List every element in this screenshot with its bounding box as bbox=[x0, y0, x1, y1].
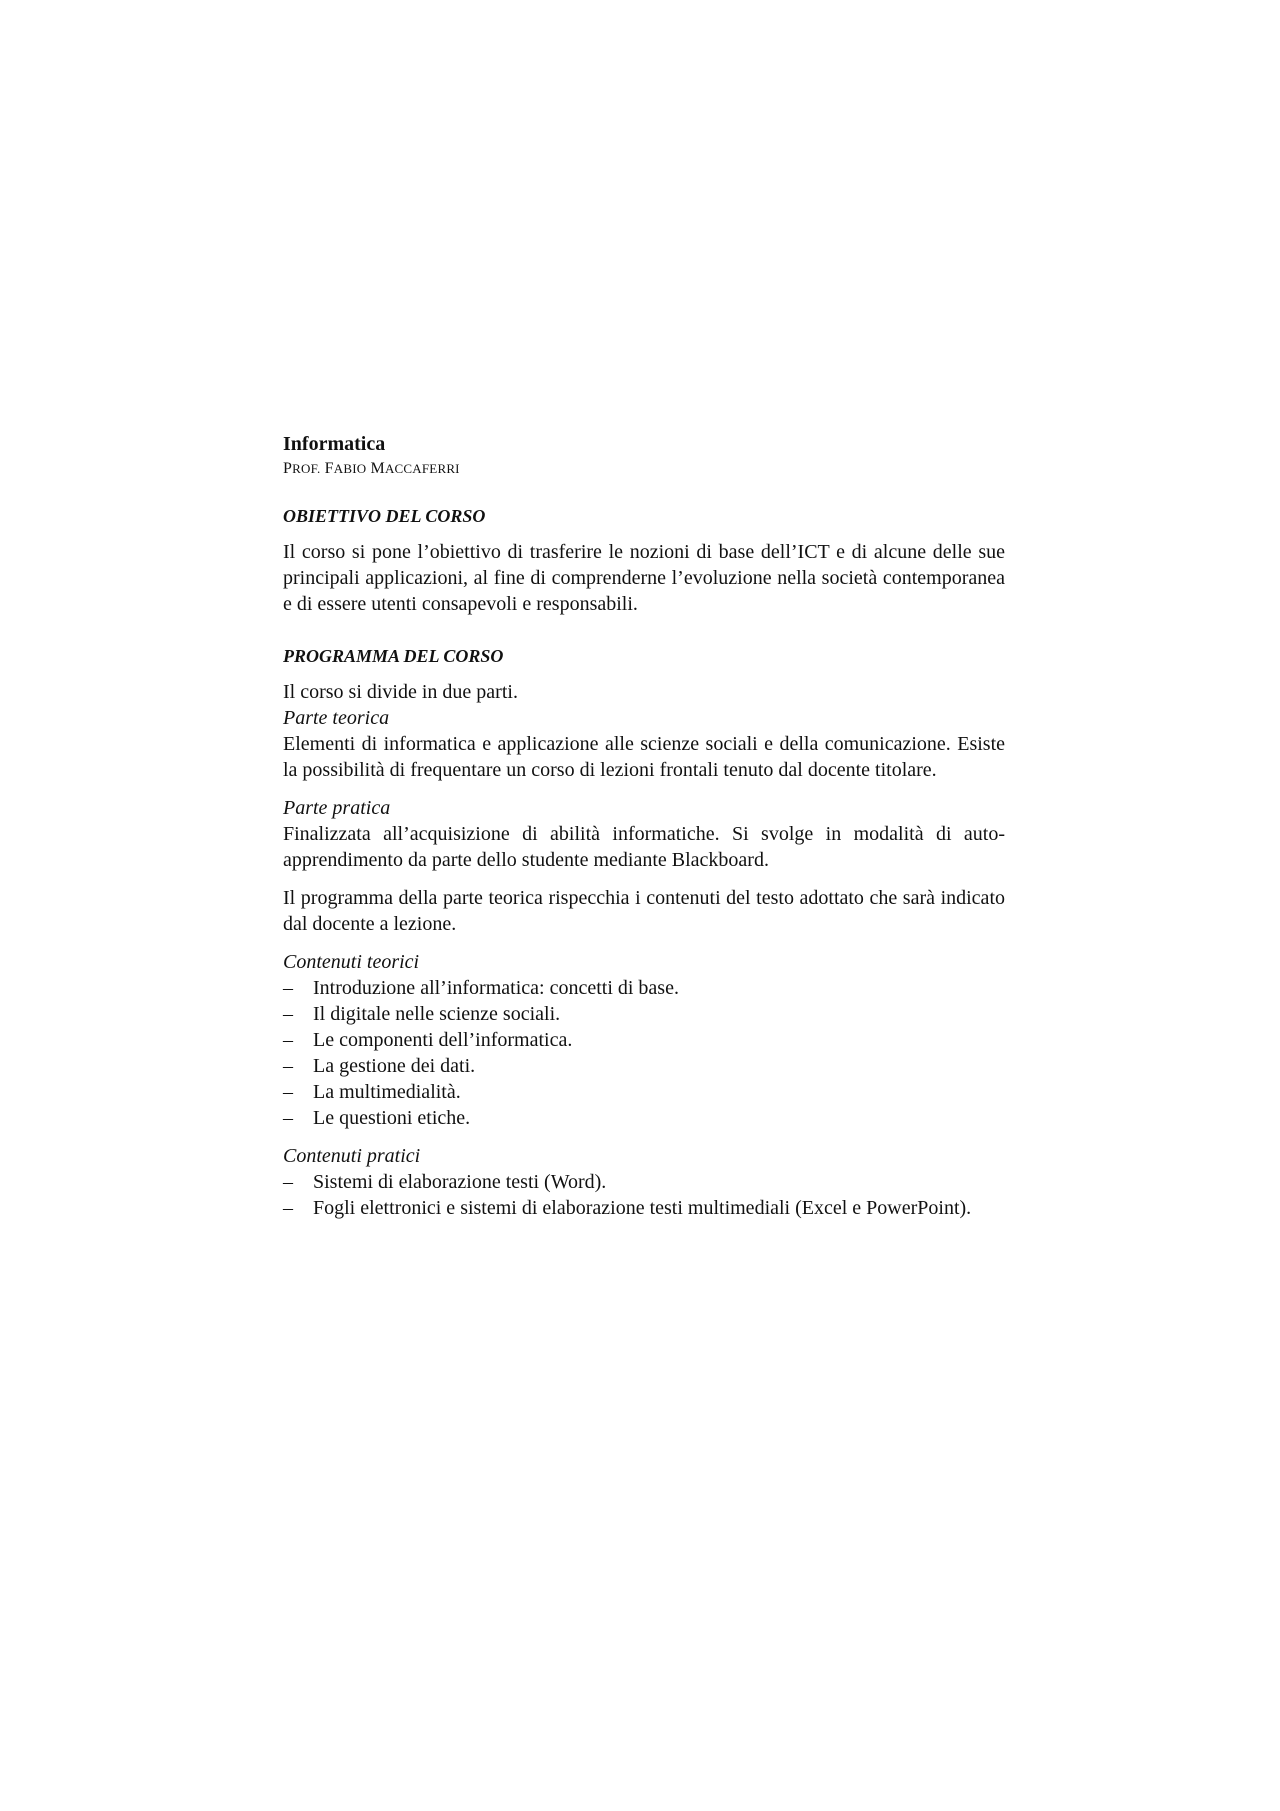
program-heading: PROGRAMMA DEL CORSO bbox=[283, 646, 504, 666]
list-item: – Fogli elettronici e sistemi di elaborazione testi multimediali (Excel e PowerPoint). bbox=[283, 1197, 972, 1219]
dash-bullet: – bbox=[283, 1171, 293, 1193]
program-note-block bbox=[283, 885, 1005, 937]
program-note: Il programma della parte teorica rispecchia i contenuti del testo adottato che sarà indicato dal docente a lezione. bbox=[283, 887, 1005, 935]
theory-contents-list bbox=[283, 975, 1005, 1131]
practice-part bbox=[283, 795, 1005, 873]
theory-contents bbox=[283, 949, 1005, 1131]
list-item: – Le componenti dell’informatica. bbox=[283, 1029, 573, 1051]
dash-bullet: – bbox=[283, 1081, 293, 1103]
practice-contents bbox=[283, 1143, 1005, 1221]
theory-part-text: Elementi di informatica e applicazione alle scienze sociali e della comunicazione. Esiste la possibilità di frequentare un corso di lezioni frontali tenuto dal docente titolare. bbox=[283, 733, 1005, 781]
course-professor: PROF. FABIO MACCAFERRI bbox=[283, 460, 460, 477]
document-page bbox=[283, 431, 1005, 1233]
theory-contents-label: Contenuti teorici bbox=[283, 951, 420, 973]
list-item: – La multimedialità. bbox=[283, 1081, 461, 1103]
dash-bullet: – bbox=[283, 1029, 293, 1051]
list-item: – Il digitale nelle scienze sociali. bbox=[283, 1003, 561, 1025]
list-item: – La gestione dei dati. bbox=[283, 1055, 476, 1077]
practice-contents-list bbox=[283, 1169, 1005, 1221]
list-item: – Introduzione all’informatica: concetti di base. bbox=[283, 977, 679, 999]
list-item: – Le questioni etiche. bbox=[283, 1107, 471, 1129]
program-overview bbox=[283, 679, 1005, 783]
dash-bullet: – bbox=[283, 1197, 293, 1219]
practice-part-text: Finalizzata all’acquisizione di abilità informatiche. Si svolge in modalità di auto-apprendimento da parte dello studente mediante Blackboard. bbox=[283, 823, 1005, 871]
dash-bullet: – bbox=[283, 977, 293, 999]
theory-part-label: Parte teorica bbox=[283, 707, 390, 729]
practice-part-label: Parte pratica bbox=[283, 797, 391, 819]
program-intro: Il corso si divide in due parti. bbox=[283, 681, 518, 703]
list-item: – Sistemi di elaborazione testi (Word). bbox=[283, 1171, 607, 1193]
objective-heading: OBIETTIVO DEL CORSO bbox=[283, 506, 486, 526]
dash-bullet: – bbox=[283, 1107, 293, 1129]
course-title: Informatica bbox=[283, 433, 386, 455]
dash-bullet: – bbox=[283, 1055, 293, 1077]
dash-bullet: – bbox=[283, 1003, 293, 1025]
objective-text: Il corso si pone l’obiettivo di trasferire le nozioni di base dell’ICT e di alcune delle sue principali applicazioni, al fine di comprenderne l’evoluzione nella società contemporanea e di essere utenti consapevoli e responsabili. bbox=[283, 541, 1005, 615]
practice-contents-label: Contenuti pratici bbox=[283, 1145, 421, 1167]
